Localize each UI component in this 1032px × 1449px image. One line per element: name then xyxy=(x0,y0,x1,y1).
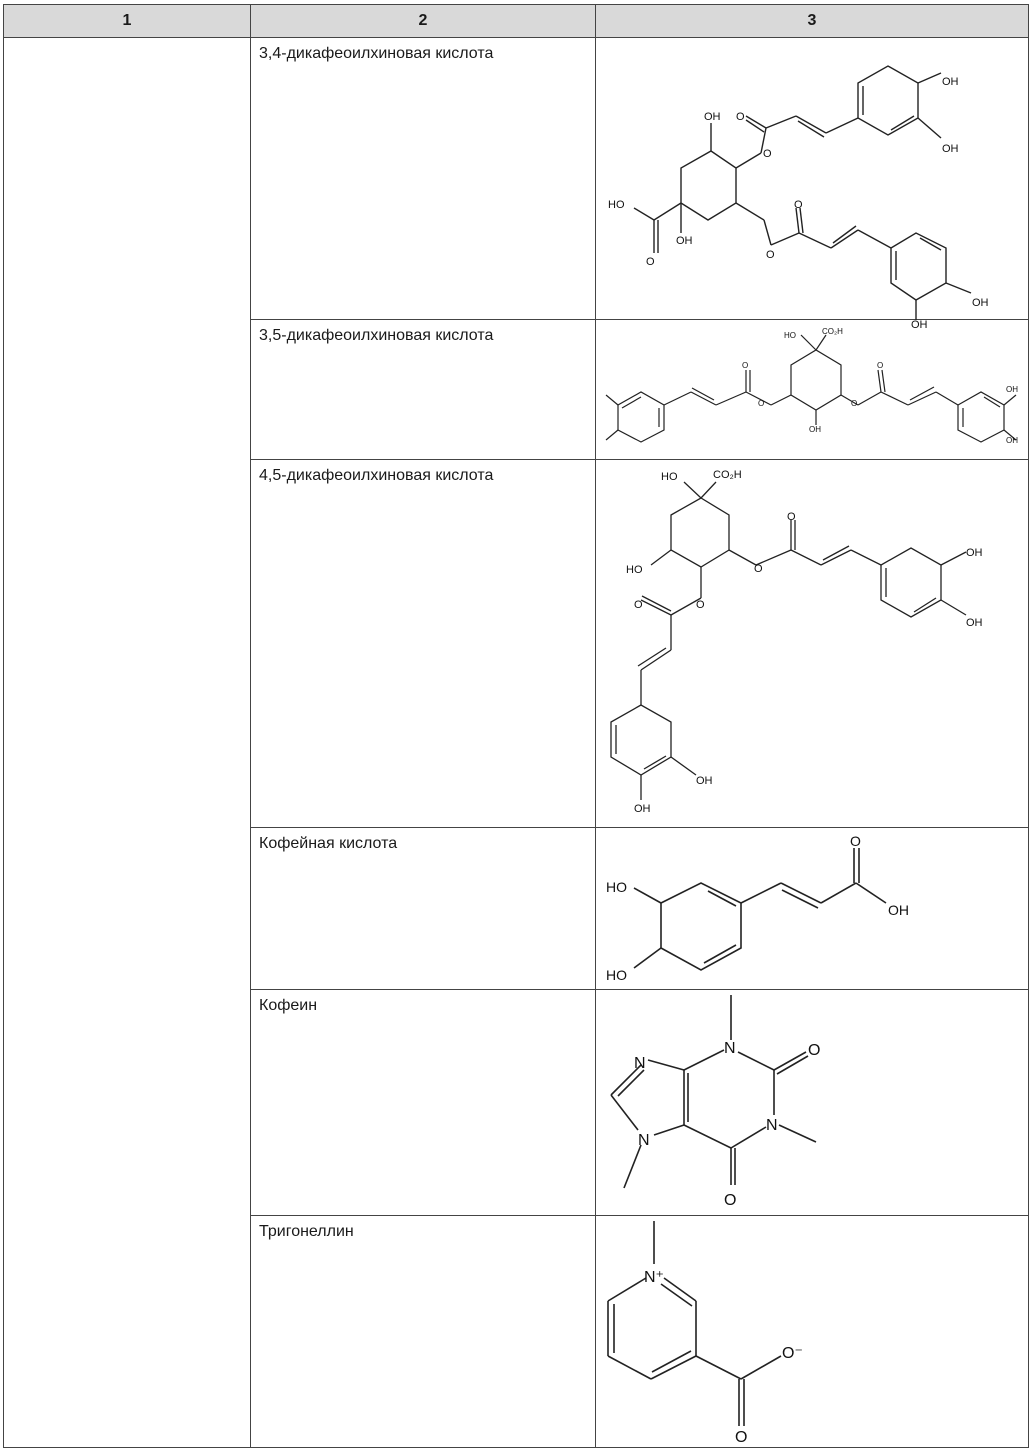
atom-label: O xyxy=(877,361,884,370)
atom-label: O xyxy=(851,399,858,408)
atom-label: OH xyxy=(809,425,821,434)
atom-label: OH xyxy=(911,319,928,331)
atom-label: OH xyxy=(972,297,989,309)
atom-label: OH xyxy=(704,111,721,123)
atom-label: OH xyxy=(1006,436,1018,445)
atom-label: OH xyxy=(966,547,983,559)
atom-label: O xyxy=(850,833,861,849)
atom-label: O xyxy=(646,256,655,268)
atom-label: O xyxy=(808,1042,821,1059)
compound-name: 3,4-дикафеоилхиновая кислота xyxy=(251,38,596,320)
compound-name: Кофеин xyxy=(251,990,596,1216)
atom-label: HO xyxy=(661,471,678,483)
structure-cell xyxy=(596,990,1029,1216)
structure-cell xyxy=(596,828,1029,990)
atom-label: O xyxy=(634,599,643,611)
atom-label: O xyxy=(724,1192,737,1209)
atom-label: OH xyxy=(1006,385,1018,394)
structure-3-4-dicaffeoylquinic xyxy=(596,38,1026,331)
header-col-1: 1 xyxy=(4,5,251,38)
atom-label: O xyxy=(787,511,796,523)
structure-cell xyxy=(596,320,1029,460)
atom-label: O xyxy=(736,111,745,123)
atom-label: O xyxy=(766,249,775,261)
compound-name: 4,5-дикафеоилхиновая кислота xyxy=(251,460,596,828)
structure-3-5-dicaffeoylquinic xyxy=(596,320,1026,458)
atom-label: N xyxy=(634,1055,646,1072)
structure-4-5-dicaffeoylquinic xyxy=(596,460,1026,826)
atom-label: HO xyxy=(606,967,627,983)
table-row xyxy=(4,38,1029,320)
table-header-row xyxy=(4,5,1029,38)
atom-label: HO xyxy=(784,331,796,340)
structure-cell xyxy=(596,460,1029,828)
structure-trigonelline xyxy=(596,1216,1026,1446)
atom-label: CO₂H xyxy=(822,327,843,336)
atom-label: HO xyxy=(606,879,627,895)
atom-label: O⁻ xyxy=(782,1345,803,1362)
structure-caffeine xyxy=(596,990,1026,1214)
atom-label: N⁺ xyxy=(644,1269,664,1286)
atom-label: OH xyxy=(966,617,983,629)
atom-label: OH xyxy=(888,902,909,918)
atom-label: O xyxy=(735,1429,748,1446)
compound-name: 3,5-дикафеоилхиновая кислота xyxy=(251,320,596,460)
atom-label: OH xyxy=(634,803,651,815)
atom-label: O xyxy=(696,599,705,611)
atom-label: O xyxy=(754,563,763,575)
compound-name: Тригонеллин xyxy=(251,1216,596,1448)
atom-label: HO xyxy=(608,199,625,211)
atom-label: CO₂H xyxy=(713,469,742,481)
atom-label: N xyxy=(724,1040,736,1057)
atom-label: OH xyxy=(676,235,693,247)
atom-label: O xyxy=(763,148,772,160)
compounds-table xyxy=(3,4,1029,1448)
empty-col-1-cell xyxy=(4,38,251,1448)
atom-label: O xyxy=(794,199,803,211)
atom-label: O xyxy=(742,361,749,370)
atom-label: OH xyxy=(696,775,713,787)
atom-label: OH xyxy=(942,76,959,88)
structure-caffeic-acid xyxy=(596,828,1026,988)
atom-label: HO xyxy=(626,564,643,576)
header-col-2: 2 xyxy=(251,5,596,38)
structure-cell xyxy=(596,38,1029,331)
atom-label: O xyxy=(758,399,765,408)
compound-name: Кофейная кислота xyxy=(251,828,596,990)
atom-label: N xyxy=(638,1132,650,1149)
atom-label: OH xyxy=(942,143,959,155)
header-col-3: 3 xyxy=(596,5,1029,38)
atom-label: N xyxy=(766,1117,778,1134)
structure-cell xyxy=(596,1216,1029,1448)
